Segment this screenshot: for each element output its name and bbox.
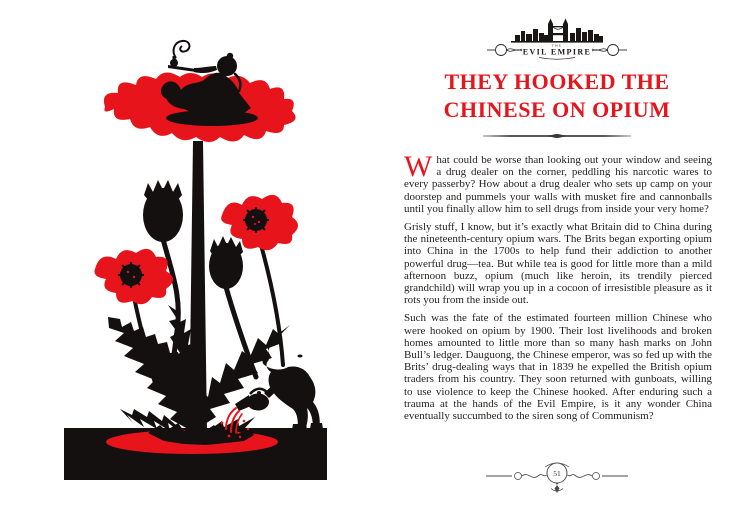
opium-poppy-illustration [30,25,360,485]
page-title-line2: CHINESE ON OPIUM [443,97,671,122]
footer-fleur-icon [551,483,563,494]
title-divider [483,133,631,139]
header-the-label: THE [551,43,563,48]
right-page [392,10,722,510]
body-paragraph-3: Such was the fate of the estimated fourteen million Chinese who were hooked on opium by 1900. Their lost livelihoods and broken homes amounted to little more than so many hash marks on John Bull’s ledger. Dauguong, the Chinese emperor, was so fed up with the Brits’ drug-dealing ways that in 1839 he expelled the British opium traders from his country. They soon returned with gunboats, willing to use violence to keep the Chinese hooked. After enduring such a trauma at the hands of the Evil Empire, is it any wonder China eventually succumbed to the siren song of Communism? [404,312,712,423]
header-flourish-right [592,45,627,56]
poppy-pod-left [143,180,183,242]
article-body [404,150,712,423]
left-page [30,25,360,485]
opium-pipe [168,56,196,72]
body-paragraph-2: Grisly stuff, I know, but it’s exactly what Britain did to China during the nineteenth-century opium wars. The Brits began exporting opium into China in the 1700s to help fund their addiction to another powerful drug—tea. But while tea is good for little more than a mild afternoon buzz, opium (much like heroin, its trendily pierced grandchild) will wrap you up in a cocoon of irresistible pleasure as it rots you from the inside out. [404,221,712,307]
footer-flourish-left [486,473,547,480]
page-title-line1: THEY HOOKED THE [444,69,670,94]
poppy-flower-left [94,249,173,304]
london-skyline-icon [511,19,603,43]
poppy-pod-right [209,236,243,289]
footer-flourish-right [568,473,629,480]
page-number-ornament [482,460,632,496]
body-paragraph-1 [404,150,712,215]
dropcap: W [404,150,433,183]
header-brand: EVIL EMPIRE [522,47,592,57]
evil-empire-header-ornament [487,14,627,60]
paragraph-1-text: hat could be worse than looking out your window and seeing a drug dealer on the corner, peddling his narcotic wares to every passerby? How about a drug dealer who sets up camp on your doorstep and pummels your walls with musket fire and cannonballs until you finally allow him to sell drugs from inside your very home? [404,154,712,215]
smoke-curl-icon [173,41,189,62]
header-flourish-left [487,45,522,56]
page-number: 51 [553,469,561,478]
page-title [392,68,722,124]
watering-can [235,389,269,411]
